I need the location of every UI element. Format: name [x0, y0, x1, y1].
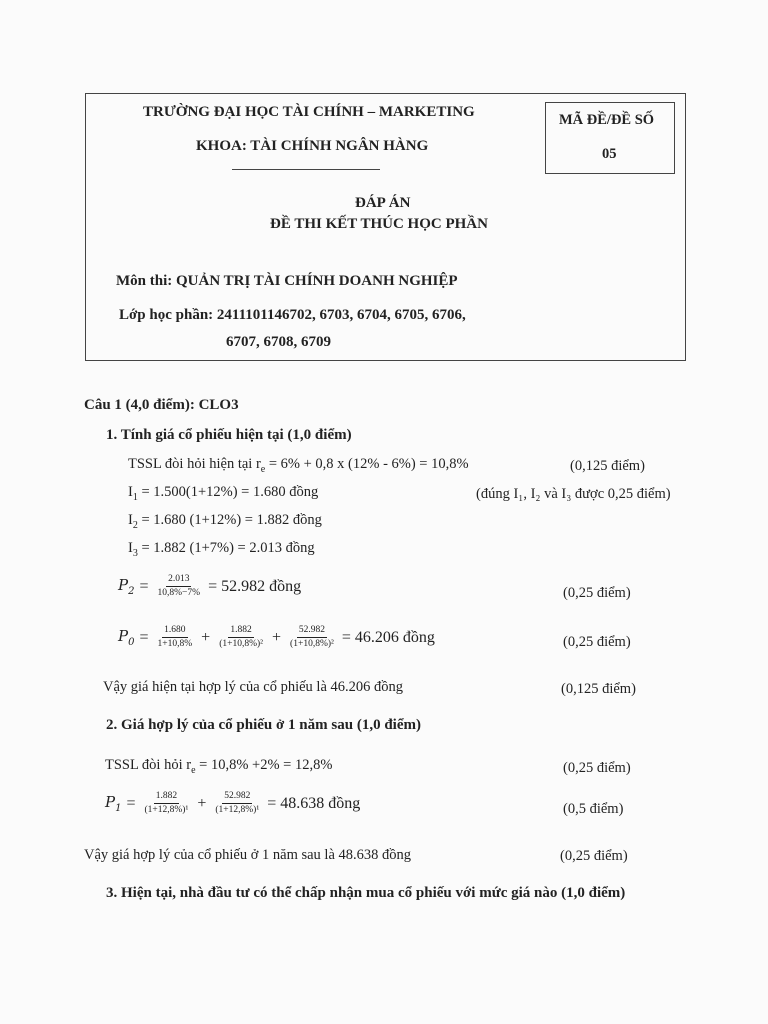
question-1-title: Câu 1 (4,0 điểm): CLO3: [84, 397, 239, 413]
formula-p0-score: (0,25 điểm): [563, 634, 631, 650]
part-1-conclusion: Vậy giá hiện tại hợp lý của cổ phiếu là 46.206 đồng: [103, 679, 404, 695]
part-2-conclusion-score: (0,25 điểm): [560, 848, 628, 864]
formula-p1-score: (0,5 điểm): [563, 801, 624, 817]
exam-code-label: MÃ ĐỀ/ĐỀ SỐ: [559, 112, 655, 128]
fraction: $\frac{52.982}{\text{(1+12,8\%)¹}}$: [215, 791, 260, 815]
formula-p1: $P_1$ = $\frac{1.882}{\text{(1+12,8\%)¹}}$ + $\frac{52.982}{\text{(1+12,8\%)¹}}$ = 48.638 đồng: [105, 791, 361, 815]
classes-line-2: 6707, 6708, 6709: [226, 334, 331, 350]
formula-p2: $P_2$ = $\frac{2.013}{10,8\%-7\%}$ = 52.982 đồng: [118, 574, 302, 598]
fraction: $\frac{1.882}{\text{(1+12,8\%)¹}}$: [144, 791, 189, 815]
fraction: $\frac{1.680}{1+10,8\%}$: [157, 625, 193, 649]
part-1-required-return-score: (0,125 điểm): [570, 458, 645, 474]
exam-code-value: 05: [602, 146, 617, 162]
part-1-heading: 1. Tính giá cổ phiếu hiện tại (1,0 điểm): [106, 427, 352, 443]
dividend-i2-line: $I_2 = 1.680$ (1+12%) = 1.882 đồng: [128, 512, 322, 531]
part-2-required-return-score: (0,25 điểm): [563, 760, 631, 776]
answer-key-title: ĐÁP ÁN: [355, 195, 411, 211]
part-2-required-return-line: TSSL đòi hỏi $r_e = 10,8\% +2\% = 12,8\%$: [105, 757, 333, 776]
fraction: $\frac{2.013}{10,8\%-7\%}$: [157, 574, 201, 598]
subject-line: Môn thi: QUẢN TRỊ TÀI CHÍNH DOANH NGHIỆP: [116, 273, 458, 289]
part-1-conclusion-score: (0,125 điểm): [561, 681, 636, 697]
dividend-score-note: (đúng I₁, I₂ và I₃ được 0,25 điểm): [476, 486, 671, 502]
part-1-required-return-line: TSSL đòi hỏi hiện tại $r_e = 6\% + 0,8$ x (12% - 6%) = 10,8%: [128, 456, 469, 475]
faculty-name: KHOA: TÀI CHÍNH NGÂN HÀNG: [196, 138, 429, 154]
dividend-i3-line: $I_3 = 1.882$ (1+7%) = 2.013 đồng: [128, 540, 315, 559]
part-2-heading: 2. Giá hợp lý của cổ phiếu ở 1 năm sau (1,0 điểm): [106, 717, 421, 733]
dividend-i1-line: $I_1 = 1.500(1+12\%) = 1.680$ đồng: [128, 484, 319, 503]
part-2-conclusion: Vậy giá hợp lý của cổ phiếu ở 1 năm sau là 48.638 đồng: [84, 847, 412, 863]
formula-p0: $P_0$ = $\frac{1.680}{1+10,8\%}$ + $\frac{1.882}{\text{(1+10,8\%)²}}$ + $\frac{52.982}{\text{(1+10,8\%)²}}$ = 46.206 đồng: [118, 625, 435, 649]
fraction: $\frac{1.882}{\text{(1+10,8\%)²}}$: [219, 625, 264, 649]
university-name: TRƯỜNG ĐẠI HỌC TÀI CHÍNH – MARKETING: [143, 104, 475, 120]
header-divider: [232, 169, 380, 170]
classes-line-1: Lớp học phần: 2411101146702, 6703, 6704, 6705, 6706,: [119, 307, 466, 323]
formula-p2-score: (0,25 điểm): [563, 585, 631, 601]
exam-title: ĐỀ THI KẾT THÚC HỌC PHẦN: [270, 216, 488, 232]
part-3-heading: 3. Hiện tại, nhà đầu tư có thể chấp nhận mua cổ phiếu với mức giá nào (1,0 điểm): [106, 885, 626, 901]
fraction: $\frac{52.982}{\text{(1+10,8\%)²}}$: [290, 625, 334, 649]
